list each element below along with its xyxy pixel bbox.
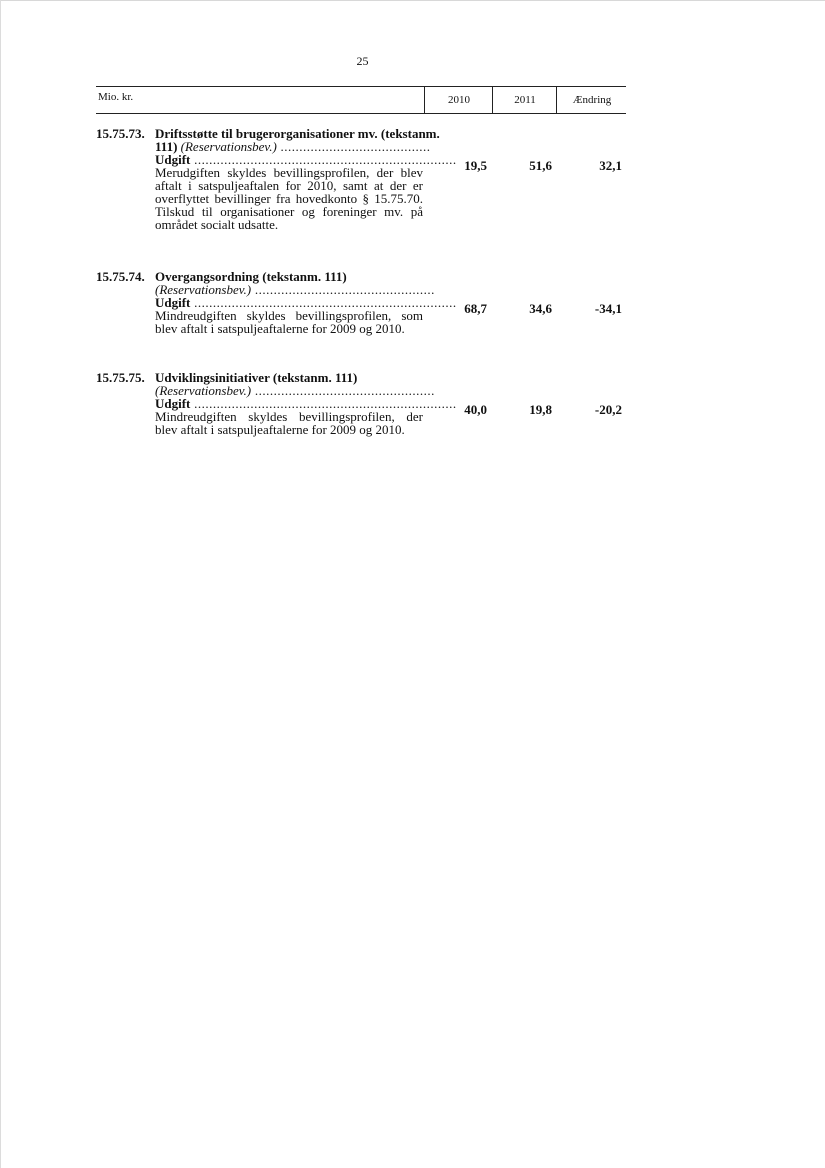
value-2010: 40,0: [464, 402, 487, 417]
udgift-label: Udgift: [155, 152, 191, 167]
value-change: -20,2: [594, 402, 622, 417]
value-2010: 68,7: [464, 301, 487, 316]
entry-body: [155, 126, 457, 232]
account-number: 15.75.75.: [96, 370, 145, 385]
column-2011: 2011: [492, 87, 557, 113]
reservation-label: (Reservationsbev.): [155, 282, 252, 297]
entry-title: Overgangsordning (tekstanm. 111): [155, 269, 347, 284]
udgift-label: Udgift: [155, 396, 191, 411]
reservation-label: (Reservationsbev.): [155, 383, 252, 398]
account-number: 15.75.73.: [96, 126, 145, 141]
scan-edge-left: [0, 0, 1, 1168]
column-change: Ændring: [556, 87, 627, 113]
entry-description: Mindreudgiften skyldes bevillingsprofilen, som blev aftalt i satspuljeaftalerne for 2009 og 2010.: [155, 308, 423, 336]
entry-description: Merudgiften skyldes bevillingsprofilen, der blev aftalt i satspuljeaftalen for 2010, samt at der er overflyttet bevillinger fra hovedkonto § 15.75.70. Tilskud til organisationer og foreninger mv. på området socialt udsatte.: [155, 165, 423, 232]
account-number: 15.75.74.: [96, 269, 145, 284]
entry-body: [155, 269, 457, 336]
dot-leader: ................................................: [251, 282, 435, 297]
entry-title: Udviklingsinitiativer (tekstanm. 111): [155, 370, 358, 385]
unit-label: Mio. kr.: [98, 91, 134, 103]
dot-leader: ......................................................................: [190, 295, 457, 310]
entry-description: Mindreudgiften skyldes bevillingsprofilen, der blev aftalt i satspuljeaftalerne for 2009 og 2010.: [155, 409, 423, 437]
value-change: -34,1: [594, 301, 622, 316]
dot-leader: ................................................: [251, 383, 435, 398]
value-2011: 51,6: [529, 158, 552, 173]
dot-leader: ........................................: [276, 139, 431, 154]
entry-title-continuation: 111): [155, 139, 178, 154]
udgift-label: Udgift: [155, 295, 191, 310]
column-2010: 2010: [424, 87, 493, 113]
value-change: 32,1: [599, 158, 622, 173]
page-number: 25: [356, 54, 369, 68]
dot-leader: ......................................................................: [190, 152, 457, 167]
reservation-label: (Reservationsbev.): [180, 139, 277, 154]
entry-title: Driftsstøtte til brugerorganisationer mv. (tekstanm.: [155, 126, 440, 141]
value-2010: 19,5: [464, 158, 487, 173]
value-2011: 19,8: [529, 402, 552, 417]
column-header: [96, 86, 626, 114]
dot-leader: ......................................................................: [190, 396, 457, 411]
entry-body: [155, 370, 457, 437]
value-2011: 34,6: [529, 301, 552, 316]
scan-edge-top: [0, 0, 825, 1]
